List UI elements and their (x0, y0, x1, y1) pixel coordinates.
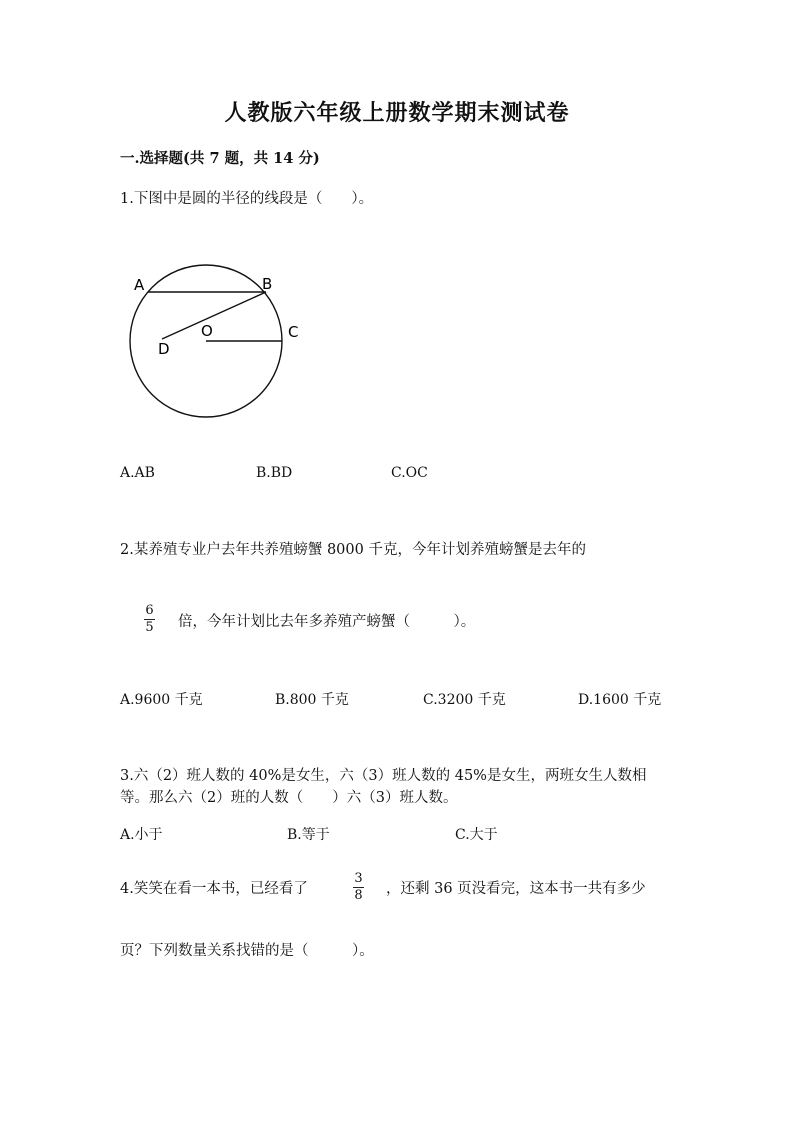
q1-option-a: A.AB (120, 465, 155, 481)
q1-option-c: C.OC (391, 465, 428, 481)
question-2-fraction (144, 604, 155, 635)
question-4-text-after: ，还剩 36 页没看完，这本书一共有多少 (386, 881, 646, 897)
label-o: O (201, 322, 213, 340)
question-3-line2: 等。那么六（2）班的人数（ ）六（3）班人数。 (120, 790, 458, 806)
question-4-line2: 页？下列数量关系找错的是（ ）。 (120, 943, 374, 959)
q1-option-b: B.BD (256, 465, 293, 481)
fraction-numerator: 6 (145, 603, 154, 618)
q3-option-c: C.大于 (455, 827, 498, 843)
label-a: A (134, 276, 145, 294)
section-heading: 一.选择题(共 7 题，共 14 分) (120, 150, 320, 167)
question-2-line2: 倍，今年计划比去年多养殖产螃蟹（ ）。 (178, 614, 476, 630)
fraction-numerator: 3 (354, 871, 363, 886)
question-4-text-before: 4.笑笑在看一本书，已经看了 (120, 881, 308, 897)
q3-option-a: A.小于 (120, 827, 163, 843)
question-1-text: 1.下图中是圆的半径的线段是（ ）。 (120, 191, 374, 207)
question-4-fraction (353, 872, 364, 903)
label-b: B (262, 275, 273, 293)
label-d: D (158, 340, 170, 358)
fraction-denominator: 5 (145, 620, 154, 635)
q2-option-d: D.1600 千克 (578, 692, 662, 708)
question-3-line1: 3.六（2）班人数的 40%是女生，六（3）班人数的 45%是女生，两班女生人数相 (120, 768, 647, 784)
question-2-line1: 2.某养殖专业户去年共养殖螃蟹 8000 千克，今年计划养殖螃蟹是去年的 (120, 542, 586, 558)
circle-diagram (120, 262, 310, 422)
q3-option-b: B.等于 (287, 827, 330, 843)
q2-option-c: C.3200 千克 (423, 692, 506, 708)
label-c: C (288, 323, 299, 341)
fraction-denominator: 8 (354, 888, 363, 903)
page-title: 人教版六年级上册数学期末测试卷 (224, 100, 570, 126)
q2-option-a: A.9600 千克 (120, 692, 203, 708)
q2-option-b: B.800 千克 (275, 692, 349, 708)
segment-bd (162, 292, 266, 339)
